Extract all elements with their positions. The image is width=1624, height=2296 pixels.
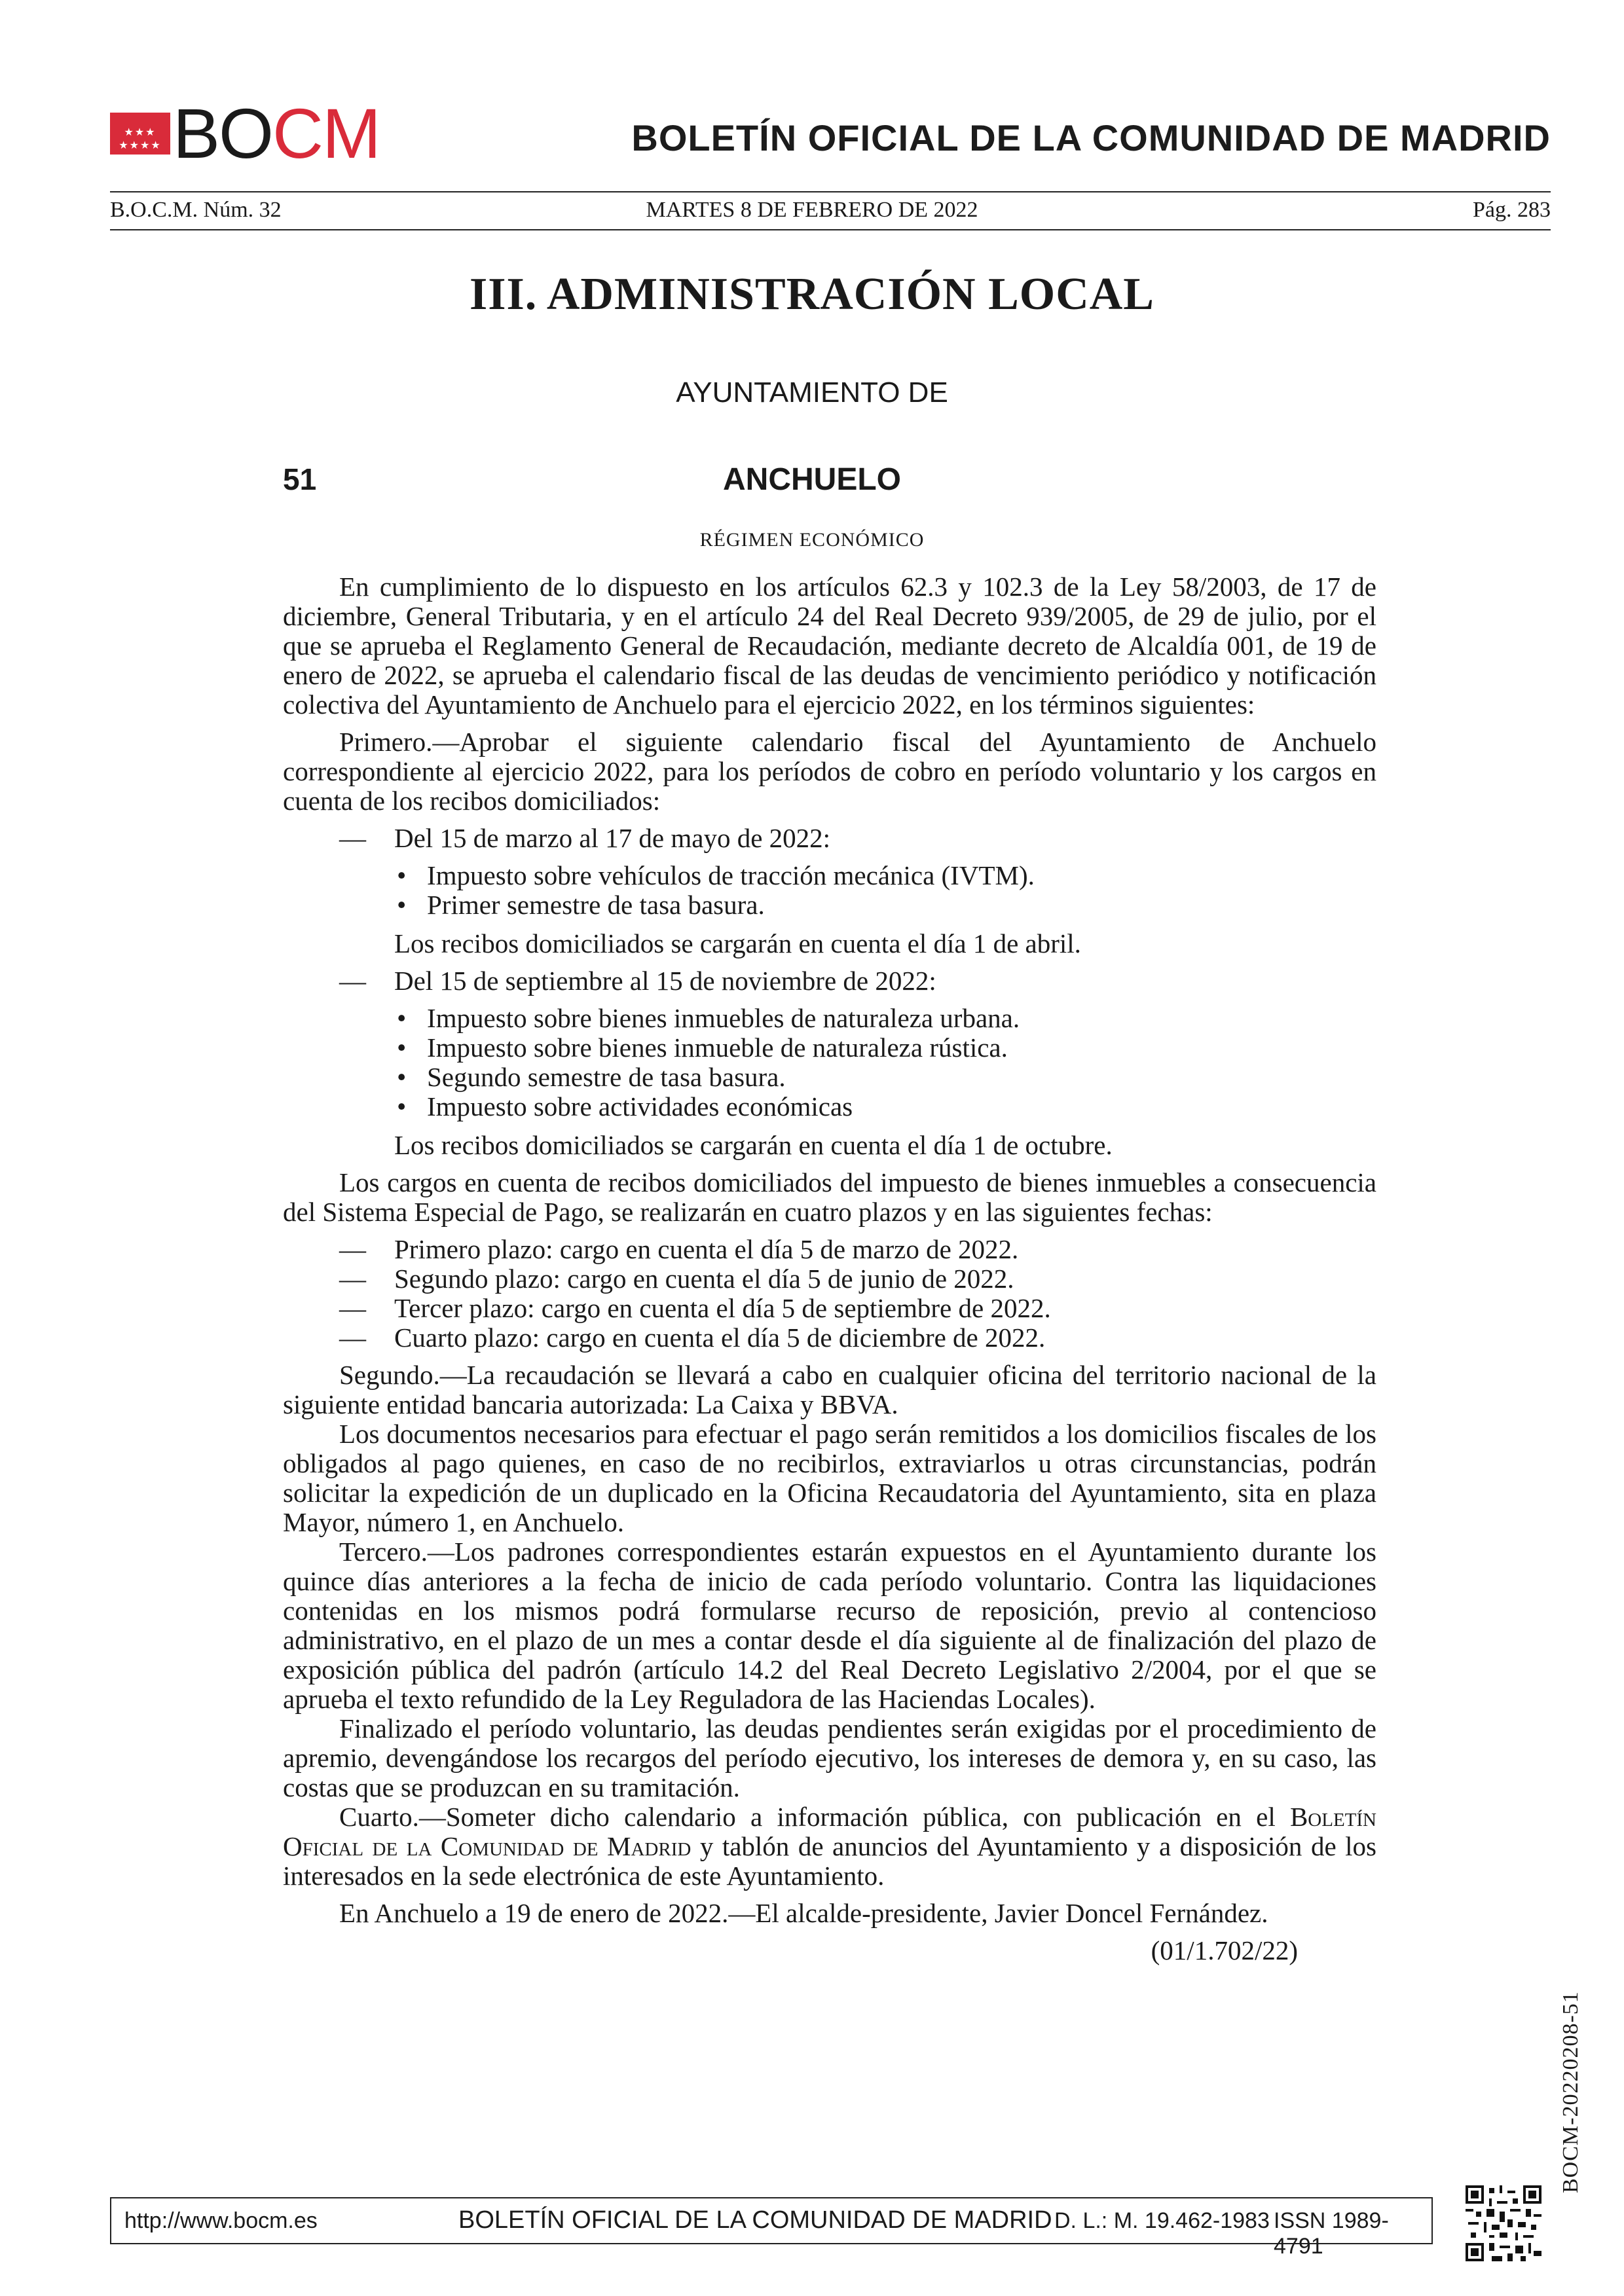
subject-heading: RÉGIMEN ECONÓMICO bbox=[699, 529, 925, 551]
list-item: • Segundo semestre de tasa basura. bbox=[397, 1062, 786, 1092]
finalizado-paragraph: Finalizado el período voluntario, las deudas pendientes serán exigidas por el procedimiento de apremio, devengándose los recargos del período ejecutivo, los intereses de demora y, en su caso, las costas que se produzcan en su tramitación. bbox=[283, 1713, 1376, 1802]
announcement-body bbox=[283, 572, 1376, 1965]
header-rule-top bbox=[110, 191, 1551, 192]
primero-paragraph: Primero.—Aprobar el siguiente calendario fiscal del Ayuntamiento de Anchuelo correspondiente al ejercicio 2022, para los períodos de cobro en período voluntario y los cargos en cuenta de los recibos domiciliados: bbox=[283, 727, 1376, 816]
list-item: • Impuesto sobre bienes inmuebles de naturaleza urbana. bbox=[397, 1003, 1020, 1033]
documentos-paragraph: Los documentos necesarios para efectuar el pago serán remitidos a los domicilios fiscales de los obligados al pago quienes, en caso de no recibirlos, extraviarlos u otras circunstancias, podrán solicitar la expedición de un duplicado en la Oficina Recaudatoria del Ayuntamiento, sita en plaza Mayor, número 1, en Anchuelo. bbox=[283, 1419, 1376, 1537]
footer bbox=[110, 2197, 1433, 2259]
legal-deposit: D. L.: M. 19.462-1983 bbox=[1054, 2208, 1270, 2233]
issn: ISSN 1989-4791 bbox=[1274, 2208, 1389, 2259]
page-number: Pág. 283 bbox=[1473, 198, 1551, 222]
segundo-paragraph: Segundo.—La recaudación se llevará a cabo en cualquier oficina del territorio nacional de la siguiente entidad bancaria autorizada: La Caixa y BBVA. bbox=[283, 1360, 1376, 1419]
document-code: BOCM-20220208-51 bbox=[1559, 1991, 1583, 2193]
bocm-logo bbox=[110, 94, 380, 173]
announcement-number: 51 bbox=[283, 462, 317, 496]
municipality-name: ANCHUELO bbox=[723, 462, 901, 497]
period-2-label: — Del 15 de septiembre al 15 de noviembre de 2022: bbox=[339, 966, 936, 996]
signature-line: En Anchuelo a 19 de enero de 2022.—El alcalde-presidente, Javier Doncel Fernández. bbox=[339, 1898, 1268, 1928]
period-1-label: — Del 15 de marzo al 17 de mayo de 2022: bbox=[339, 823, 831, 853]
masthead-title: BOLETÍN OFICIAL DE LA COMUNIDAD DE MADRID bbox=[631, 117, 1551, 158]
entity-prefix: AYUNTAMIENTO DE bbox=[676, 376, 948, 409]
plazo-item: — Cuarto plazo: cargo en cuenta el día 5 de diciembre de 2022. bbox=[339, 1322, 1046, 1353]
tercero-paragraph: Tercero.—Los padrones correspondientes estarán expuestos en el Ayuntamiento durante los quince días anteriores a la fecha de inicio de cada período voluntario. Contra las liquidaciones contenidas en los mismos podrá formularse recurso de reposición, previo al contencioso administrativo, en el plazo de un mes a contar desde el día siguiente al de finalización del plazo de exposición pública del padrón (artículo 14.2 del Real Decreto Legislativo 2/2004, por el que se aprueba el texto refundido de la Ley Reguladora de las Haciendas Locales). bbox=[283, 1537, 1376, 1714]
section-title: III. ADMINISTRACIÓN LOCAL bbox=[469, 269, 1154, 319]
reference-code: (01/1.702/22) bbox=[1151, 1935, 1298, 1965]
period-2-note: Los recibos domiciliados se cargarán en cuenta el día 1 de octubre. bbox=[394, 1130, 1113, 1160]
cuarto-paragraph: Cuarto.—Someter dicho calendario a información pública, con publicación en el Boletín Oficial de la Comunidad de Madrid y tablón de anuncios del Ayuntamiento y a disposición de los interesados en la sede electrónica de este Ayuntamiento. bbox=[283, 1802, 1376, 1891]
footer-title: BOLETÍN OFICIAL DE LA COMUNIDAD DE MADRID bbox=[458, 2206, 1052, 2234]
list-item: • Impuesto sobre vehículos de tracción mecánica (IVTM). bbox=[397, 860, 1035, 890]
intro-paragraph: En cumplimiento de lo dispuesto en los artículos 62.3 y 102.3 de la Ley 58/2003, de 17 de diciembre, General Tributaria, y en el artículo 24 del Real Decreto 939/2005, de 29 de julio, por el que se aprueba el Reglamento General de Recaudación, mediante decreto de Alcaldía 001, de 19 de enero de 2022, se aprueba el calendario fiscal de las deudas de vencimiento periódico y notificación colectiva del Ayuntamiento de Anchuelo para el ejercicio 2022, en los términos siguientes: bbox=[283, 572, 1376, 720]
issue-number: B.O.C.M. Núm. 32 bbox=[110, 198, 282, 222]
issue-date: MARTES 8 DE FEBRERO DE 2022 bbox=[646, 198, 978, 222]
qr-code-icon bbox=[1466, 2185, 1541, 2261]
logo-text: BOCM bbox=[173, 94, 380, 173]
madrid-flag-icon: ★★★ ★★★★ bbox=[110, 113, 170, 155]
cargos-paragraph: Los cargos en cuenta de recibos domiciliados del impuesto de bienes inmuebles a consecuencia del Sistema Especial de Pago, se realizarán en cuatro plazos y en las siguientes fechas: bbox=[283, 1167, 1376, 1227]
plazo-item: — Primero plazo: cargo en cuenta el día 5 de marzo de 2022. bbox=[339, 1234, 1019, 1264]
footer-url-link[interactable]: http://www.bocm.es bbox=[124, 2208, 318, 2233]
plazo-item: — Segundo plazo: cargo en cuenta el día 5 de junio de 2022. bbox=[339, 1264, 1014, 1294]
header-rule-bottom bbox=[110, 229, 1551, 230]
list-item: • Impuesto sobre bienes inmueble de naturaleza rústica. bbox=[397, 1032, 1008, 1063]
list-item: • Primer semestre de tasa basura. bbox=[397, 890, 765, 920]
list-item: • Impuesto sobre actividades económicas bbox=[397, 1091, 853, 1121]
period-1-note: Los recibos domiciliados se cargarán en cuenta el día 1 de abril. bbox=[394, 928, 1081, 958]
plazo-item: — Tercer plazo: cargo en cuenta el día 5 de septiembre de 2022. bbox=[339, 1293, 1051, 1323]
